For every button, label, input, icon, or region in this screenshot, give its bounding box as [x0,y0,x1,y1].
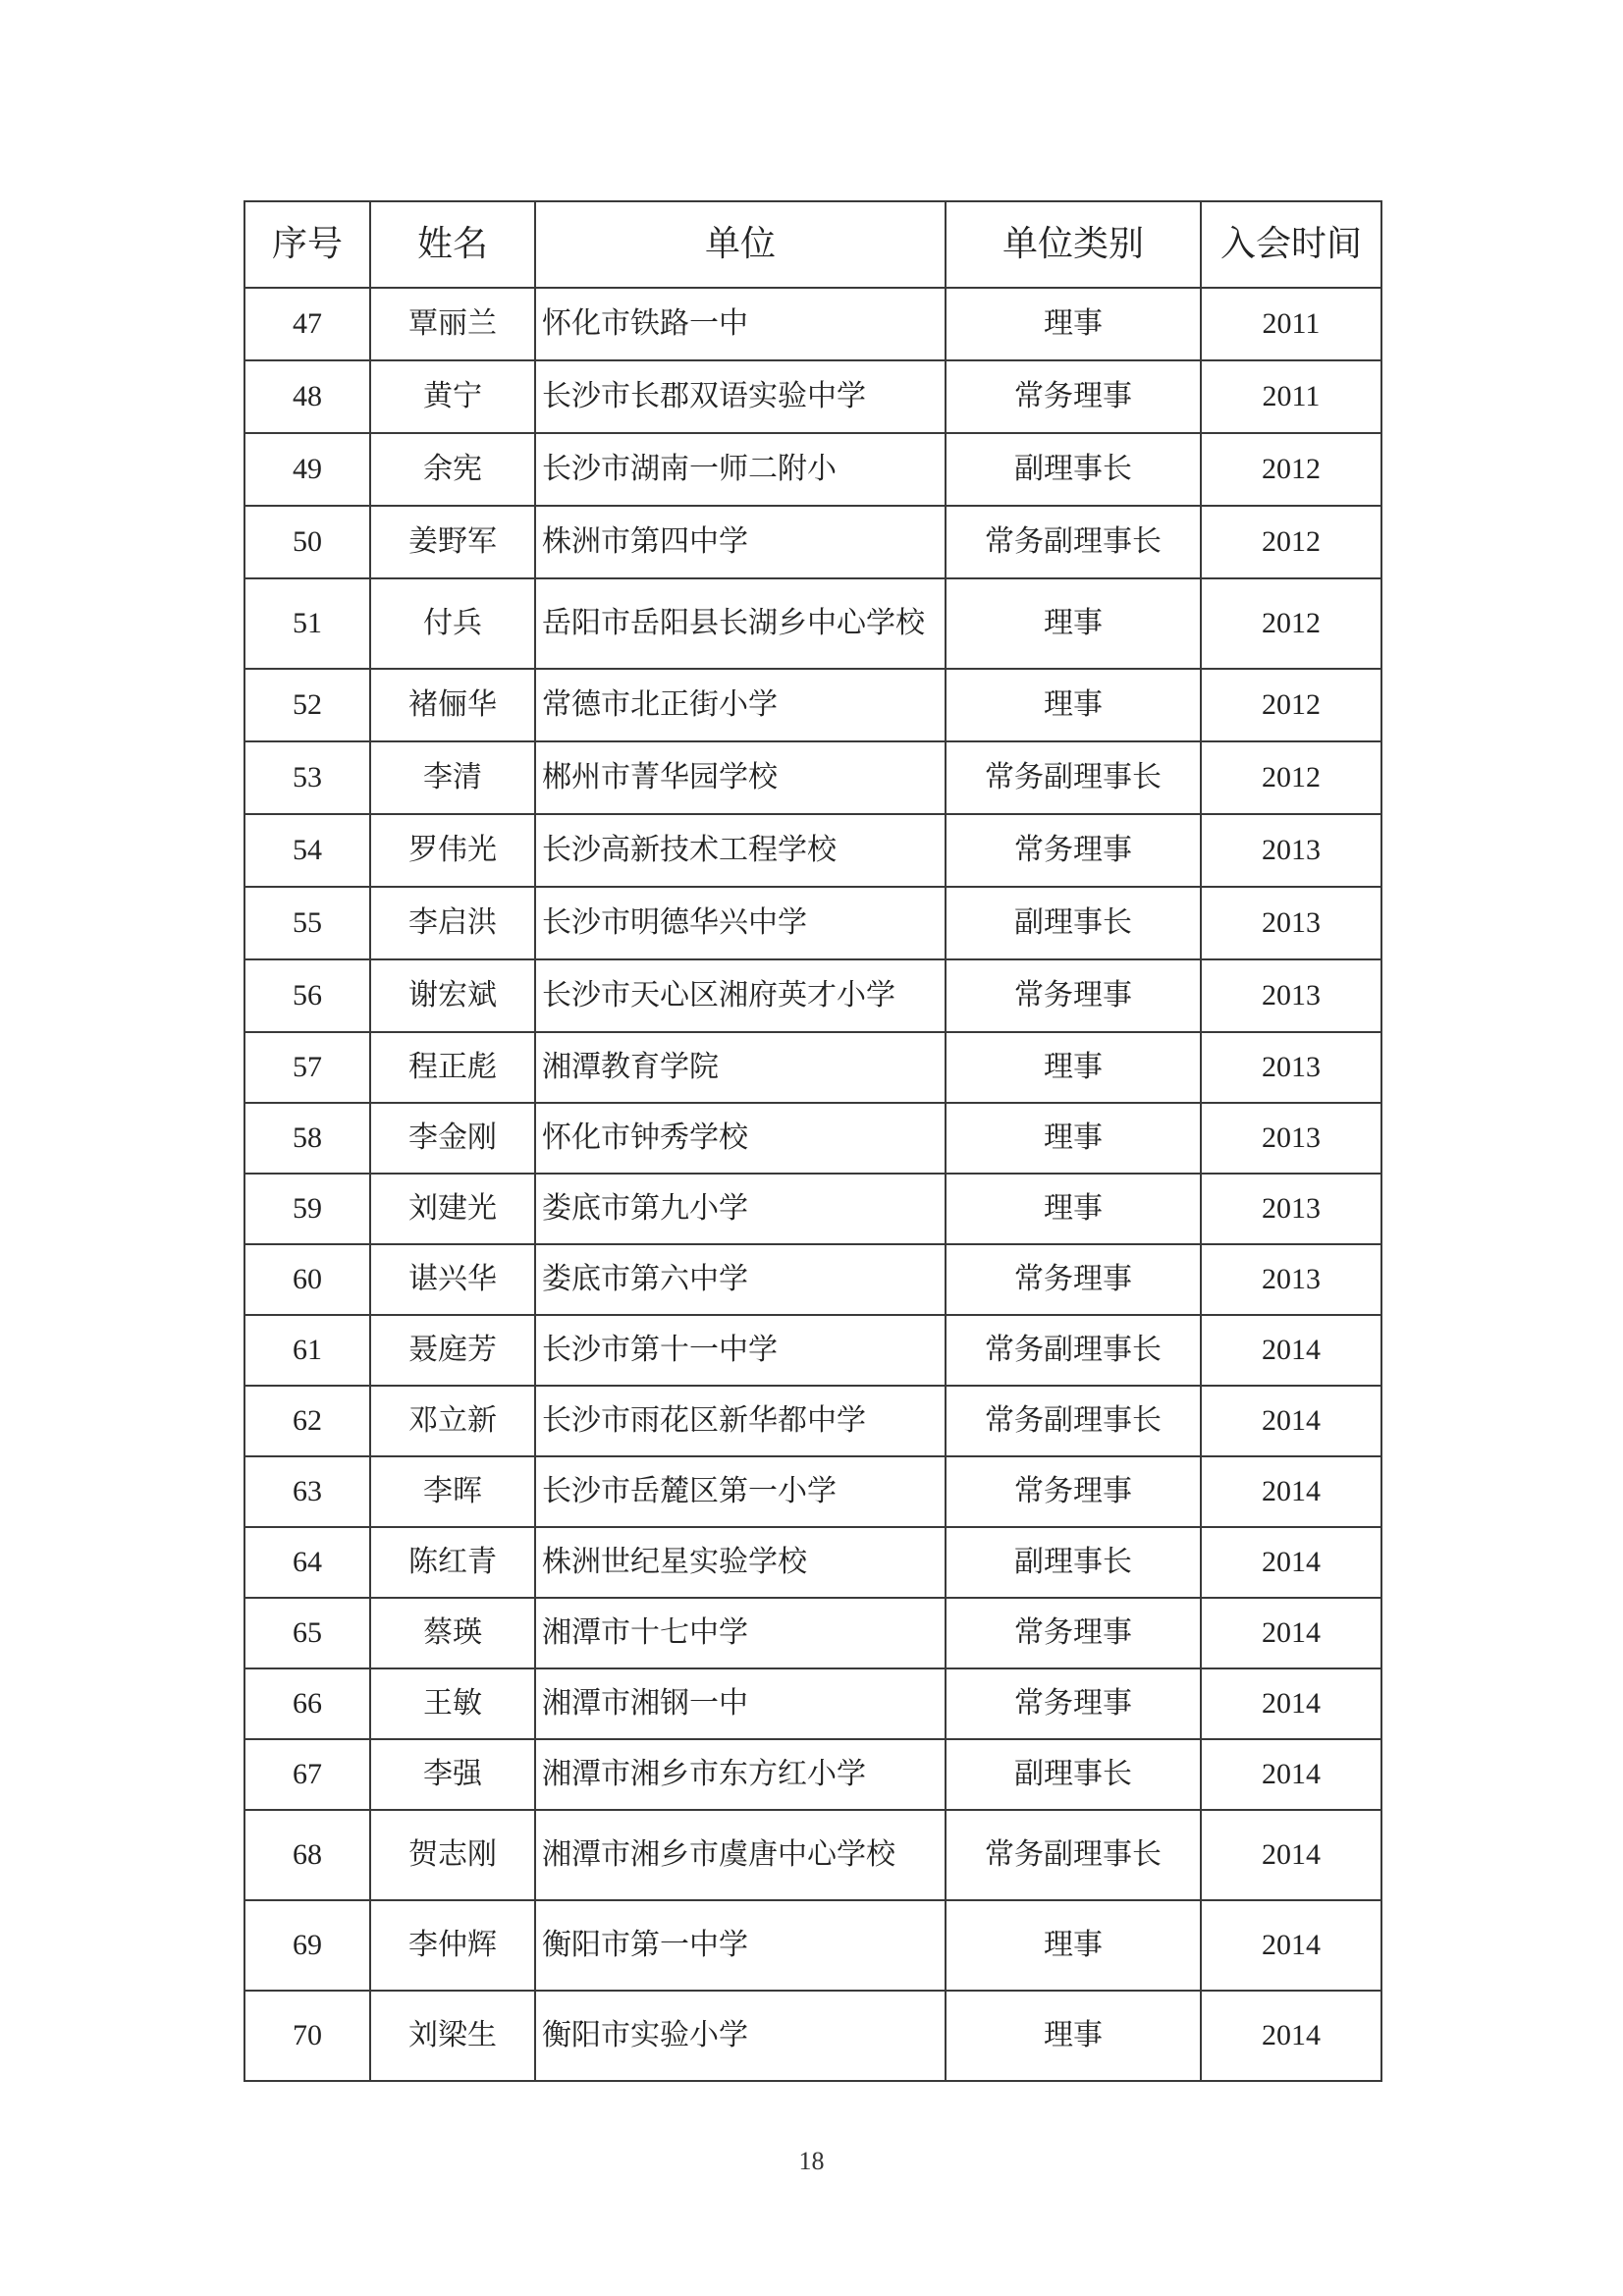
cell-name: 程正彪 [370,1032,535,1103]
cell-category: 理事 [946,1900,1201,1991]
cell-year: 2014 [1201,1527,1381,1598]
cell-seq: 60 [244,1244,370,1315]
table-row [244,1032,1381,1103]
table-row [244,1739,1381,1810]
cell-seq: 63 [244,1456,370,1527]
cell-seq: 56 [244,959,370,1032]
cell-unit: 衡阳市第一中学 [535,1900,946,1991]
cell-seq: 59 [244,1174,370,1244]
cell-category: 常务理事 [946,959,1201,1032]
table-row [244,1598,1381,1668]
cell-unit: 怀化市钟秀学校 [535,1103,946,1174]
cell-name: 刘建光 [370,1174,535,1244]
cell-year: 2014 [1201,1386,1381,1456]
table-row [244,1315,1381,1386]
cell-year: 2012 [1201,506,1381,578]
header-category: 单位类别 [946,201,1201,288]
cell-seq: 52 [244,669,370,741]
cell-year: 2014 [1201,1315,1381,1386]
cell-category: 理事 [946,578,1201,669]
cell-name: 刘梁生 [370,1991,535,2081]
cell-year: 2012 [1201,741,1381,814]
table-row [244,1900,1381,1991]
cell-name: 陈红青 [370,1527,535,1598]
cell-name: 聂庭芳 [370,1315,535,1386]
cell-category: 常务副理事长 [946,1810,1201,1900]
table-row [244,1668,1381,1739]
table-row [244,959,1381,1032]
cell-category: 常务理事 [946,360,1201,433]
cell-seq: 47 [244,288,370,360]
cell-seq: 50 [244,506,370,578]
table-row [244,1103,1381,1174]
cell-name: 李清 [370,741,535,814]
cell-year: 2011 [1201,288,1381,360]
header-name: 姓名 [370,201,535,288]
table-row [244,1991,1381,2081]
cell-unit: 株洲世纪星实验学校 [535,1527,946,1598]
cell-year: 2014 [1201,1900,1381,1991]
cell-year: 2012 [1201,433,1381,506]
cell-seq: 54 [244,814,370,887]
table-row [244,1244,1381,1315]
cell-seq: 67 [244,1739,370,1810]
table-header-row [244,201,1381,288]
cell-category: 常务理事 [946,1598,1201,1668]
cell-year: 2012 [1201,578,1381,669]
cell-name: 贺志刚 [370,1810,535,1900]
cell-unit: 长沙市雨花区新华都中学 [535,1386,946,1456]
table-row [244,1174,1381,1244]
cell-name: 罗伟光 [370,814,535,887]
cell-category: 常务理事 [946,1456,1201,1527]
cell-seq: 68 [244,1810,370,1900]
cell-year: 2014 [1201,1739,1381,1810]
cell-name: 姜野军 [370,506,535,578]
cell-unit: 长沙市长郡双语实验中学 [535,360,946,433]
cell-year: 2014 [1201,1991,1381,2081]
cell-category: 常务理事 [946,814,1201,887]
cell-category: 理事 [946,669,1201,741]
cell-unit: 长沙市天心区湘府英才小学 [535,959,946,1032]
cell-category: 常务理事 [946,1244,1201,1315]
cell-year: 2013 [1201,959,1381,1032]
cell-name: 褚俪华 [370,669,535,741]
cell-year: 2014 [1201,1668,1381,1739]
table-row [244,1810,1381,1900]
cell-unit: 长沙市第十一中学 [535,1315,946,1386]
cell-unit: 湘潭市湘乡市虞唐中心学校 [535,1810,946,1900]
cell-name: 李晖 [370,1456,535,1527]
cell-name: 谌兴华 [370,1244,535,1315]
cell-name: 蔡瑛 [370,1598,535,1668]
cell-year: 2013 [1201,814,1381,887]
cell-unit: 湘潭市湘乡市东方红小学 [535,1739,946,1810]
cell-category: 常务副理事长 [946,1315,1201,1386]
cell-seq: 69 [244,1900,370,1991]
table-row [244,814,1381,887]
cell-category: 常务副理事长 [946,1386,1201,1456]
table-row [244,578,1381,669]
cell-unit: 湘潭教育学院 [535,1032,946,1103]
cell-year: 2014 [1201,1598,1381,1668]
cell-unit: 长沙市岳麓区第一小学 [535,1456,946,1527]
cell-name: 付兵 [370,578,535,669]
cell-name: 李金刚 [370,1103,535,1174]
cell-name: 余宪 [370,433,535,506]
cell-seq: 48 [244,360,370,433]
cell-year: 2014 [1201,1456,1381,1527]
member-table [243,200,1382,2082]
table-row [244,887,1381,959]
cell-year: 2013 [1201,1032,1381,1103]
cell-seq: 51 [244,578,370,669]
cell-name: 李启洪 [370,887,535,959]
cell-seq: 58 [244,1103,370,1174]
cell-category: 副理事长 [946,887,1201,959]
cell-seq: 61 [244,1315,370,1386]
table-row [244,506,1381,578]
cell-unit: 长沙高新技术工程学校 [535,814,946,887]
cell-year: 2011 [1201,360,1381,433]
cell-seq: 53 [244,741,370,814]
cell-category: 副理事长 [946,1739,1201,1810]
header-seq: 序号 [244,201,370,288]
cell-year: 2013 [1201,887,1381,959]
cell-seq: 70 [244,1991,370,2081]
cell-name: 邓立新 [370,1386,535,1456]
cell-unit: 娄底市第九小学 [535,1174,946,1244]
cell-seq: 62 [244,1386,370,1456]
cell-unit: 长沙市明德华兴中学 [535,887,946,959]
cell-unit: 衡阳市实验小学 [535,1991,946,2081]
cell-year: 2013 [1201,1244,1381,1315]
header-unit: 单位 [535,201,946,288]
cell-unit: 株洲市第四中学 [535,506,946,578]
table-row [244,1386,1381,1456]
cell-unit: 郴州市菁华园学校 [535,741,946,814]
cell-name: 李强 [370,1739,535,1810]
cell-unit: 长沙市湖南一师二附小 [535,433,946,506]
header-year: 入会时间 [1201,201,1381,288]
cell-category: 副理事长 [946,433,1201,506]
cell-unit: 娄底市第六中学 [535,1244,946,1315]
table-row [244,288,1381,360]
table-row [244,741,1381,814]
cell-category: 理事 [946,1991,1201,2081]
cell-name: 王敏 [370,1668,535,1739]
cell-name: 黄宁 [370,360,535,433]
cell-year: 2012 [1201,669,1381,741]
cell-name: 覃丽兰 [370,288,535,360]
page-number: 18 [798,2147,825,2175]
cell-seq: 55 [244,887,370,959]
table-row [244,1456,1381,1527]
cell-unit: 常德市北正街小学 [535,669,946,741]
table-row [244,433,1381,506]
cell-unit: 怀化市铁路一中 [535,288,946,360]
cell-category: 理事 [946,1103,1201,1174]
cell-name: 李仲辉 [370,1900,535,1991]
cell-unit: 湘潭市十七中学 [535,1598,946,1668]
cell-year: 2014 [1201,1810,1381,1900]
table-row [244,669,1381,741]
cell-category: 理事 [946,1174,1201,1244]
cell-category: 常务副理事长 [946,506,1201,578]
table-row [244,1527,1381,1598]
cell-seq: 57 [244,1032,370,1103]
cell-seq: 64 [244,1527,370,1598]
cell-name: 谢宏斌 [370,959,535,1032]
cell-year: 2013 [1201,1103,1381,1174]
cell-seq: 66 [244,1668,370,1739]
cell-unit: 岳阳市岳阳县长湖乡中心学校 [535,578,946,669]
cell-category: 理事 [946,1032,1201,1103]
cell-category: 副理事长 [946,1527,1201,1598]
cell-category: 常务理事 [946,1668,1201,1739]
cell-seq: 49 [244,433,370,506]
cell-seq: 65 [244,1598,370,1668]
table-row [244,360,1381,433]
cell-unit: 湘潭市湘钢一中 [535,1668,946,1739]
cell-year: 2013 [1201,1174,1381,1244]
cell-category: 理事 [946,288,1201,360]
cell-category: 常务副理事长 [946,741,1201,814]
